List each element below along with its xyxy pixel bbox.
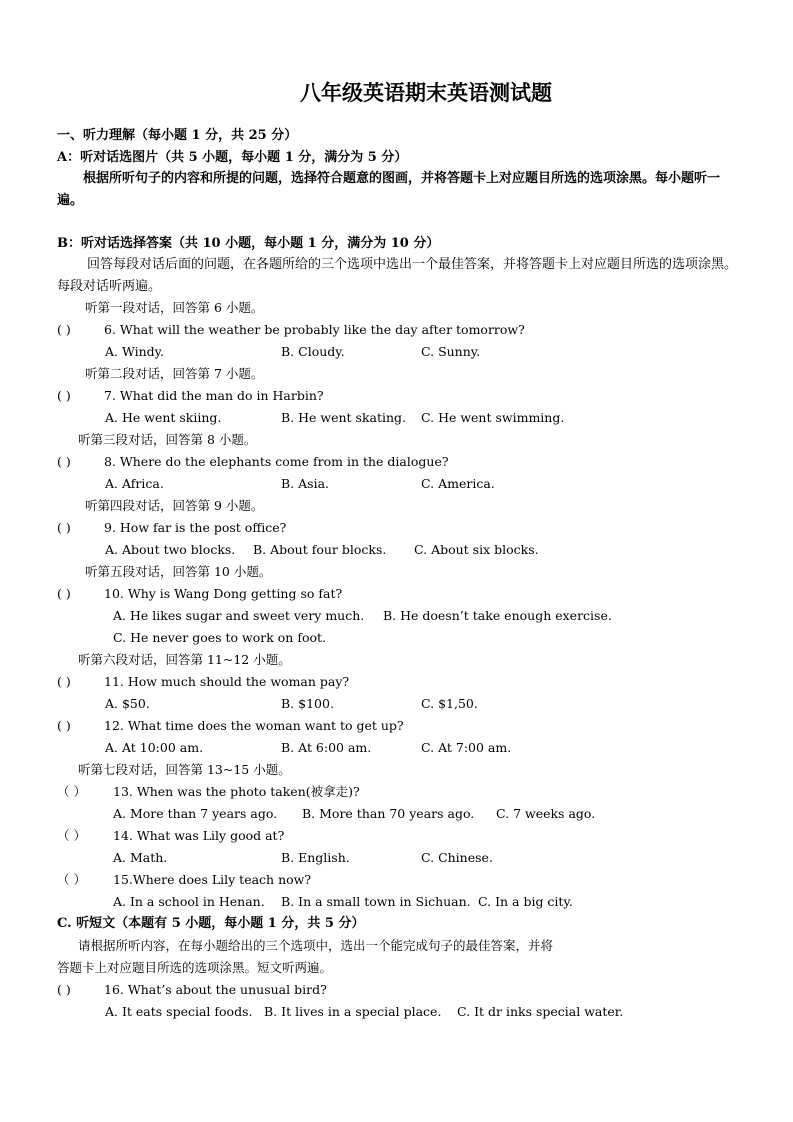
option-b: B. English.	[281, 850, 350, 865]
question-text: 8. Where do the elephants come from in the dialogue?	[104, 454, 449, 469]
question-text: 10. Why is Wang Dong getting so fat?	[104, 586, 343, 601]
option-a: A. More than 7 years ago.	[113, 806, 278, 821]
option-b: B. Asia.	[281, 476, 329, 491]
answer-bracket[interactable]: ( )	[57, 388, 71, 403]
dialogue-group-label: 听第一段对话，回答第 6 小题。	[85, 300, 264, 315]
option-b: B. About four blocks.	[253, 542, 387, 557]
page-title: 八年级英语期末英语测试题	[300, 80, 552, 105]
option-c: C. America.	[421, 476, 495, 491]
part-b-heading: B：听对话选择答案（共 10 小题，每小题 1 分，满分为 10 分）	[57, 236, 440, 251]
part-c-instruction-line1: 请根据所听内容，在每小题给出的三个选项中，选出一个能完成句子的最佳答案，并将	[78, 938, 554, 953]
question-text: 16. What’s about the unusual bird?	[104, 982, 327, 997]
question-text: 12. What time does the woman want to get up?	[104, 718, 404, 733]
option-b: B. In a small town in Sichuan.	[281, 894, 471, 909]
dialogue-group-label: 听第五段对话，回答第 10 小题。	[85, 564, 272, 579]
question-text: 6. What will the weather be probably like the day after tomorrow?	[104, 322, 525, 337]
part-c-heading: C. 听短文（本题有 5 小题，每小题 1 分，共 5 分）	[57, 916, 365, 931]
section-heading: 一、听力理解（每小题 1 分，共 25 分）	[57, 128, 298, 143]
answer-bracket[interactable]: （ ）	[57, 784, 86, 799]
option-c: C. At 7:00 am.	[421, 740, 512, 755]
answer-bracket[interactable]: ( )	[57, 982, 71, 997]
option-a: A. In a school in Henan.	[113, 894, 265, 909]
option-a: A. He went skiing.	[105, 410, 222, 425]
option-b: B. He went skating.	[281, 410, 407, 425]
answer-bracket[interactable]: （ ）	[57, 872, 86, 887]
option-b: B. More than 70 years ago.	[302, 806, 475, 821]
part-c-instruction-line2: 答题卡上对应题目所选的选项涂黑。短文听两遍。	[57, 960, 333, 975]
question-text: 9. How far is the post office?	[104, 520, 287, 535]
option-c: C. 7 weeks ago.	[496, 806, 596, 821]
answer-bracket[interactable]: （ ）	[57, 828, 86, 843]
option-a: A. It eats special foods.	[105, 1004, 253, 1019]
dialogue-group-label: 听第四段对话，回答第 9 小题。	[85, 498, 264, 513]
option-a: A. Math.	[113, 850, 168, 865]
answer-bracket[interactable]: ( )	[57, 674, 71, 689]
option-c: C. He went swimming.	[421, 410, 565, 425]
answer-bracket[interactable]: ( )	[57, 322, 71, 337]
question-text: 14. What was Lily good at?	[113, 828, 285, 843]
part-b-instruction-text: 回答每段对话后面的问题，在各题所给的三个选项中选出一个最佳答案，并将答题卡上对应题目所选的选项涂黑。每段对话听两遍。	[57, 257, 738, 294]
part-b-instruction	[57, 254, 737, 298]
option-b: B. $100.	[281, 696, 334, 711]
option-b: B. He doesn’t take enough exercise.	[383, 608, 612, 623]
option-a: A. About two blocks.	[105, 542, 236, 557]
answer-bracket[interactable]: ( )	[57, 586, 71, 601]
question-text: 7. What did the man do in Harbin?	[104, 388, 324, 403]
option-c: C. It dr inks special water.	[457, 1004, 624, 1019]
dialogue-group-label: 听第三段对话，回答第 8 小题。	[78, 432, 257, 447]
option-b: B. It lives in a special place.	[264, 1004, 442, 1019]
question-text: 13. When was the photo taken(被拿走)?	[113, 784, 360, 799]
part-a-instruction	[57, 168, 737, 212]
option-c: C. $1,50.	[421, 696, 478, 711]
answer-bracket[interactable]: ( )	[57, 454, 71, 469]
option-a: A. Africa.	[105, 476, 164, 491]
dialogue-group-label: 听第六段对话，回答第 11~12 小题。	[78, 652, 291, 667]
option-c: C. Chinese.	[421, 850, 493, 865]
part-a-instruction-text: 根据所听句子的内容和所提的问题，选择符合题意的图画，并将答题卡上对应题目所选的选项涂黑。每小题听一遍。	[57, 171, 721, 208]
option-a: A. At 10:00 am.	[105, 740, 204, 755]
dialogue-group-label: 听第二段对话，回答第 7 小题。	[85, 366, 264, 381]
dialogue-group-label: 听第七段对话，回答第 13~15 小题。	[78, 762, 291, 777]
option-a: A. $50.	[105, 696, 150, 711]
option-c: C. He never goes to work on foot.	[113, 630, 327, 645]
answer-bracket[interactable]: ( )	[57, 718, 71, 733]
option-b: B. Cloudy.	[281, 344, 345, 359]
part-a-heading: A：听对话选图片（共 5 小题，每小题 1 分，满分为 5 分）	[57, 150, 408, 165]
option-c: C. Sunny.	[421, 344, 481, 359]
option-c: C. In a big city.	[478, 894, 573, 909]
option-b: B. At 6:00 am.	[281, 740, 372, 755]
answer-bracket[interactable]: ( )	[57, 520, 71, 535]
question-text: 15.Where does Lily teach now?	[113, 872, 312, 887]
option-a: A. He likes sugar and sweet very much.	[113, 608, 365, 623]
question-text: 11. How much should the woman pay?	[104, 674, 350, 689]
option-a: A. Windy.	[105, 344, 165, 359]
option-c: C. About six blocks.	[414, 542, 539, 557]
